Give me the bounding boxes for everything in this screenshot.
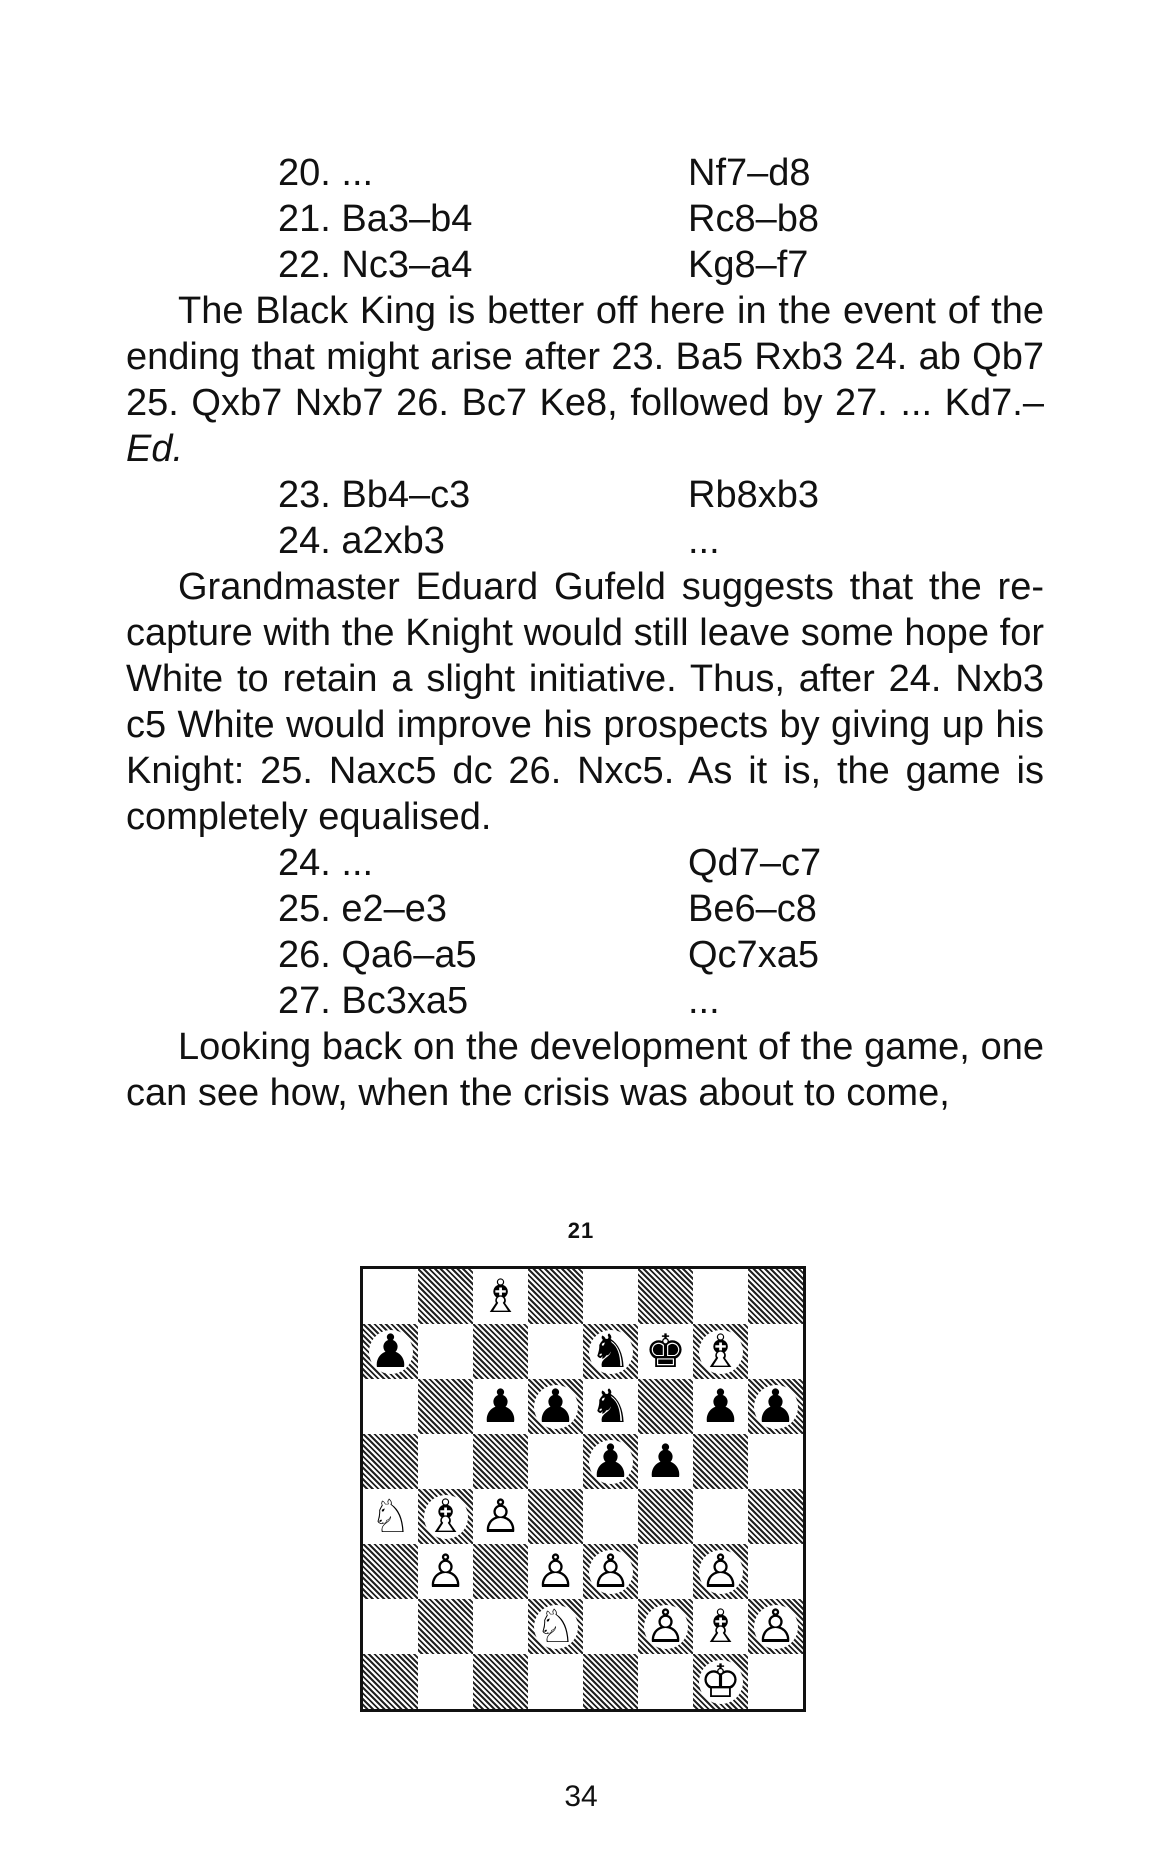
chess-piece: ♘ — [369, 1494, 412, 1539]
board-square — [418, 1379, 473, 1434]
chess-piece: ♟ — [369, 1329, 412, 1374]
board-square — [583, 1269, 638, 1324]
board-square — [528, 1489, 583, 1544]
board-square — [473, 1379, 528, 1434]
move-row — [126, 472, 1044, 518]
board-square — [528, 1324, 583, 1379]
chess-piece: ♙ — [699, 1549, 742, 1594]
annotation-text-1: The Black King is better off here in the event of the ending that might arise after 23. Ba5 Rxb3 24. ab Qb7 25. Qxb7 Nxb7 26. Bc7 Ke8, followed by 27. ... Kd7.– — [126, 290, 1044, 424]
board-square — [748, 1489, 803, 1544]
board-square — [473, 1654, 528, 1709]
chess-piece: ♙ — [479, 1494, 522, 1539]
board-square — [418, 1489, 473, 1544]
black-move: Nf7–d8 — [688, 152, 811, 194]
board-square — [583, 1434, 638, 1489]
board-square — [473, 1599, 528, 1654]
board-square — [418, 1324, 473, 1379]
move-list-top — [126, 150, 1044, 288]
chess-piece: ♙ — [534, 1549, 577, 1594]
board-square — [528, 1434, 583, 1489]
black-move: Qc7xa5 — [688, 934, 819, 976]
board-square — [528, 1544, 583, 1599]
chess-piece: ♔ — [699, 1659, 742, 1704]
board-square — [418, 1544, 473, 1599]
editor-note: Ed. — [126, 428, 184, 470]
board-square — [418, 1434, 473, 1489]
board-square — [418, 1269, 473, 1324]
annotation-paragraph-3: Looking back on the development of the game, one can see how, when the crisis was about to come, — [126, 1026, 1044, 1114]
board-square — [418, 1599, 473, 1654]
white-move: 22. Nc3–a4 — [278, 244, 473, 286]
board-square — [748, 1654, 803, 1709]
annotation-paragraph-2: Grandmaster Eduard Gufeld suggests that the re-capture with the Knight would still leave some hope for White to retain a slight initiative. Thus, after 24. Nxb3 c5 White would improve his prospects by giving up his Knight: 25. Naxc5 dc 26. Nxc5. As it is, the game is completely equalised. — [126, 566, 1044, 838]
board-square — [363, 1269, 418, 1324]
chess-piece: ♚ — [644, 1329, 687, 1374]
board-square — [363, 1654, 418, 1709]
board-square — [583, 1654, 638, 1709]
black-move: ... — [688, 520, 720, 562]
board-square — [418, 1654, 473, 1709]
board-square — [528, 1379, 583, 1434]
diagram-number: 21 — [567, 1218, 595, 1243]
move-list-bottom — [126, 840, 1044, 1024]
chess-piece: ♗ — [699, 1329, 742, 1374]
move-row — [126, 840, 1044, 886]
board-square — [748, 1434, 803, 1489]
chess-piece: ♙ — [424, 1549, 467, 1594]
chess-piece: ♟ — [479, 1384, 522, 1429]
white-move: 27. Bc3xa5 — [278, 980, 469, 1022]
white-move: 24. a2xb3 — [278, 520, 445, 562]
chess-piece: ♞ — [589, 1329, 632, 1374]
board-square — [473, 1269, 528, 1324]
chess-piece: ♟ — [699, 1384, 742, 1429]
board-square — [638, 1379, 693, 1434]
black-move: Kg8–f7 — [688, 244, 809, 286]
black-move: Rc8–b8 — [688, 198, 819, 240]
white-move: 25. e2–e3 — [278, 888, 448, 930]
board-square — [583, 1379, 638, 1434]
chess-piece: ♟ — [644, 1439, 687, 1484]
black-move: ... — [688, 980, 720, 1022]
board-square — [473, 1489, 528, 1544]
move-row — [126, 978, 1044, 1024]
board-square — [638, 1489, 693, 1544]
text-column — [126, 150, 1044, 1116]
board-square — [638, 1324, 693, 1379]
board-square — [363, 1379, 418, 1434]
board-square — [693, 1489, 748, 1544]
board-square — [693, 1434, 748, 1489]
move-row — [126, 886, 1044, 932]
board-square — [638, 1269, 693, 1324]
move-row — [126, 150, 1044, 196]
board-square — [693, 1324, 748, 1379]
board-square — [583, 1599, 638, 1654]
white-move: 21. Ba3–b4 — [278, 198, 473, 240]
chess-piece: ♟ — [754, 1384, 797, 1429]
board-square — [638, 1544, 693, 1599]
board-square — [748, 1599, 803, 1654]
chess-piece: ♙ — [644, 1604, 687, 1649]
board-square — [528, 1269, 583, 1324]
chess-piece: ♞ — [589, 1384, 632, 1429]
board-square — [748, 1544, 803, 1599]
board-square — [473, 1544, 528, 1599]
chess-piece: ♙ — [589, 1549, 632, 1594]
move-row — [126, 242, 1044, 288]
black-move: Rb8xb3 — [688, 474, 819, 516]
board-square — [638, 1599, 693, 1654]
white-move: 23. Bb4–c3 — [278, 474, 471, 516]
board-square — [693, 1599, 748, 1654]
black-move: Be6–c8 — [688, 888, 817, 930]
board-square — [693, 1654, 748, 1709]
page-number: 34 — [564, 1780, 598, 1813]
chess-piece: ♗ — [699, 1604, 742, 1649]
board-square — [693, 1544, 748, 1599]
chess-piece: ♘ — [534, 1604, 577, 1649]
board-square — [583, 1544, 638, 1599]
board-square — [473, 1434, 528, 1489]
chess-diagram — [360, 1266, 806, 1712]
board-square — [363, 1489, 418, 1544]
chess-piece: ♟ — [589, 1439, 632, 1484]
black-move: Qd7–c7 — [688, 842, 822, 884]
move-row — [126, 932, 1044, 978]
board-square — [693, 1269, 748, 1324]
board-square — [748, 1324, 803, 1379]
move-row — [126, 518, 1044, 564]
white-move: 24. ... — [278, 842, 374, 884]
board-square — [363, 1434, 418, 1489]
board-square — [363, 1599, 418, 1654]
board-square — [638, 1434, 693, 1489]
board-square — [638, 1654, 693, 1709]
board-square — [583, 1324, 638, 1379]
board-square — [748, 1379, 803, 1434]
board-square — [583, 1489, 638, 1544]
chess-piece: ♗ — [424, 1494, 467, 1539]
annotation-paragraph-1 — [126, 288, 1044, 472]
white-move: 20. ... — [278, 152, 374, 194]
move-list-middle — [126, 472, 1044, 564]
board-square — [473, 1324, 528, 1379]
board-square — [528, 1599, 583, 1654]
board-square — [363, 1324, 418, 1379]
board-square — [748, 1269, 803, 1324]
white-move: 26. Qa6–a5 — [278, 934, 477, 976]
move-row — [126, 196, 1044, 242]
chess-piece: ♗ — [479, 1274, 522, 1319]
chess-piece: ♙ — [754, 1604, 797, 1649]
board-square — [693, 1379, 748, 1434]
board-square — [363, 1544, 418, 1599]
chess-piece: ♟ — [534, 1384, 577, 1429]
board-square — [528, 1654, 583, 1709]
